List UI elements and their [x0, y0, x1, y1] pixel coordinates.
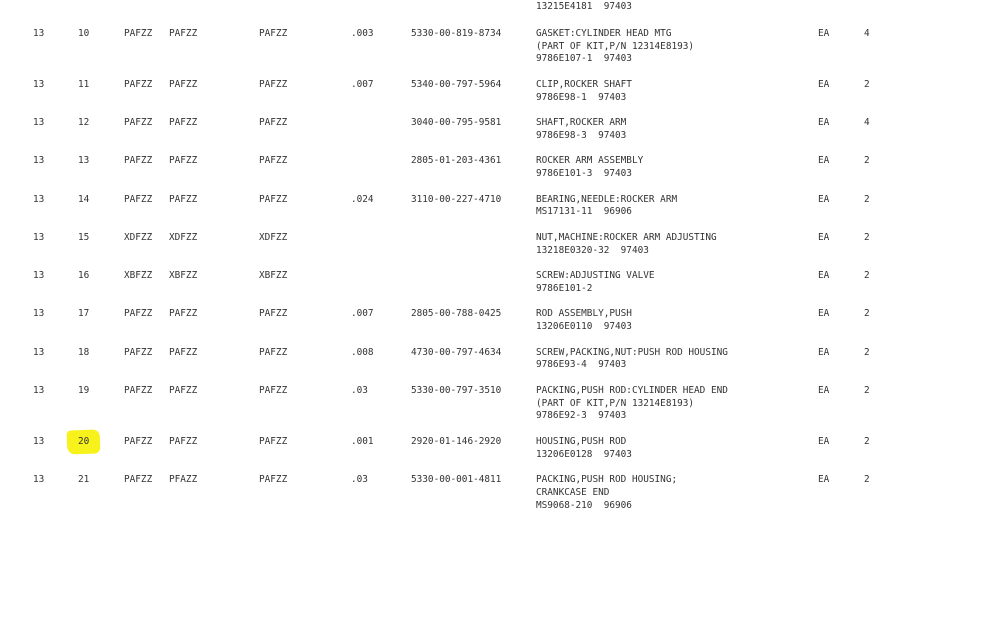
part-description: NUT,MACHINE:ROCKER ARM ADJUSTING [536, 232, 717, 243]
item-number: 12 [78, 117, 90, 128]
smr-code: PAFZZ [169, 385, 198, 396]
weight-value: .03 [351, 474, 368, 485]
quantity: 2 [864, 232, 870, 243]
smr-code: PAFZZ [169, 436, 198, 447]
quantity: 2 [864, 79, 870, 90]
description-continuation [0, 244, 992, 257]
smr-code: PAFZZ [169, 28, 198, 39]
smr-code: PAFZZ [124, 117, 153, 128]
smr-code: PAFZZ [169, 79, 198, 90]
part-number-cage: 13206E0128 97403 [536, 449, 632, 460]
smr-code: PAFZZ [169, 194, 198, 205]
part-number-cage: 9786E92-3 97403 [536, 410, 627, 421]
smr-code: PAFZZ [259, 436, 288, 447]
part-number-cage: MS17131-11 96906 [536, 206, 632, 217]
national-stock-number: 5330-00-797-3510 [411, 385, 502, 396]
part-description-line: (PART OF KIT,P/N 12314E8193) [536, 41, 695, 52]
group-number: 13 [33, 117, 45, 128]
weight-value: .024 [351, 194, 374, 205]
part-description: HOUSING,PUSH ROD [536, 436, 627, 447]
weight-value: .003 [351, 28, 374, 39]
quantity: 2 [864, 194, 870, 205]
description-continuation [0, 409, 992, 422]
smr-code: PAFZZ [169, 117, 198, 128]
group-number: 13 [33, 232, 45, 243]
national-stock-number: 5330-00-819-8734 [411, 28, 502, 39]
part-number-cage: 13206E0110 97403 [536, 321, 632, 332]
description-continuation [0, 91, 992, 104]
weight-value: .007 [351, 79, 374, 90]
national-stock-number: 5340-00-797-5964 [411, 79, 502, 90]
quantity: 4 [864, 28, 870, 39]
unit-of-measure: EA [818, 385, 830, 396]
group-number: 13 [33, 385, 45, 396]
item-number: 10 [78, 28, 90, 39]
quantity: 2 [864, 270, 870, 281]
national-stock-number: 3110-00-227-4710 [411, 194, 502, 205]
item-number: 17 [78, 308, 90, 319]
continued-description: 13215E4181 97403 [536, 1, 632, 12]
group-number: 13 [33, 347, 45, 358]
part-description: BEARING,NEEDLE:ROCKER ARM [536, 194, 678, 205]
part-description: GASKET:CYLINDER HEAD MTG [536, 28, 672, 39]
description-continuation [0, 358, 992, 371]
quantity: 2 [864, 474, 870, 485]
item-number: 21 [78, 474, 90, 485]
group-number: 13 [33, 308, 45, 319]
part-description: SCREW,PACKING,NUT:PUSH ROD HOUSING [536, 347, 728, 358]
smr-code: PAFZZ [259, 117, 288, 128]
part-description: PACKING,PUSH ROD HOUSING; [536, 474, 678, 485]
smr-code: PAFZZ [124, 28, 153, 39]
item-number: 14 [78, 194, 90, 205]
smr-code: PAFZZ [124, 194, 153, 205]
national-stock-number: 3040-00-795-9581 [411, 117, 502, 128]
smr-code: PAFZZ [259, 474, 288, 485]
part-number-cage: 13218E0320-32 97403 [536, 245, 649, 256]
smr-code: XDFZZ [124, 232, 153, 243]
smr-code: XBFZZ [169, 270, 198, 281]
item-number: 11 [78, 79, 90, 90]
table-row [0, 116, 992, 129]
group-number: 13 [33, 28, 45, 39]
smr-code: PAFZZ [124, 347, 153, 358]
group-number: 13 [33, 436, 45, 447]
part-number-cage: 9786E98-1 97403 [536, 92, 627, 103]
part-number-cage: MS9068-210 96906 [536, 500, 632, 511]
national-stock-number: 2805-00-788-0425 [411, 308, 502, 319]
table-row [0, 231, 992, 244]
unit-of-measure: EA [818, 28, 830, 39]
smr-code: PAFZZ [259, 194, 288, 205]
unit-of-measure: EA [818, 270, 830, 281]
table-row-highlighted [0, 435, 992, 448]
part-description-line: CRANKCASE END [536, 487, 610, 498]
smr-code: PAFZZ [124, 79, 153, 90]
part-description: ROCKER ARM ASSEMBLY [536, 155, 644, 166]
table-row [0, 269, 992, 282]
weight-value: .008 [351, 347, 374, 358]
item-number: 13 [78, 155, 90, 166]
table-row [0, 154, 992, 167]
smr-code: PAFZZ [259, 155, 288, 166]
item-number: 15 [78, 232, 90, 243]
part-description: ROD ASSEMBLY,PUSH [536, 308, 632, 319]
unit-of-measure: EA [818, 474, 830, 485]
quantity: 4 [864, 117, 870, 128]
smr-code: PAFZZ [124, 155, 153, 166]
weight-value: .001 [351, 436, 374, 447]
national-stock-number: 2805-01-203-4361 [411, 155, 502, 166]
smr-code: XDFZZ [259, 232, 288, 243]
group-number: 13 [33, 194, 45, 205]
header-continuation-line [0, 0, 992, 13]
smr-code: PAFZZ [259, 79, 288, 90]
item-number: 16 [78, 270, 90, 281]
part-number-cage: 9786E107-1 97403 [536, 53, 632, 64]
weight-value: .03 [351, 385, 368, 396]
smr-code: PAFZZ [124, 474, 153, 485]
part-number-cage: 9786E101-3 97403 [536, 168, 632, 179]
smr-code: PAFZZ [259, 28, 288, 39]
unit-of-measure: EA [818, 347, 830, 358]
quantity: 2 [864, 308, 870, 319]
smr-code: PAFZZ [169, 347, 198, 358]
part-number-cage: 9786E93-4 97403 [536, 359, 627, 370]
description-continuation [0, 448, 992, 461]
part-description: SHAFT,ROCKER ARM [536, 117, 627, 128]
group-number: 13 [33, 79, 45, 90]
national-stock-number: 2920-01-146-2920 [411, 436, 502, 447]
description-continuation [0, 499, 992, 512]
table-row [0, 78, 992, 91]
description-continuation [0, 129, 992, 142]
smr-code: XBFZZ [259, 270, 288, 281]
description-continuation [0, 486, 992, 499]
unit-of-measure: EA [818, 194, 830, 205]
description-continuation [0, 167, 992, 180]
national-stock-number: 5330-00-001-4811 [411, 474, 502, 485]
smr-code: PAFZZ [259, 308, 288, 319]
smr-code: PAFZZ [169, 155, 198, 166]
description-continuation [0, 52, 992, 65]
part-description: CLIP,ROCKER SHAFT [536, 79, 632, 90]
group-number: 13 [33, 155, 45, 166]
part-description: SCREW:ADJUSTING VALVE [536, 270, 655, 281]
national-stock-number: 4730-00-797-4634 [411, 347, 502, 358]
unit-of-measure: EA [818, 232, 830, 243]
group-number: 13 [33, 270, 45, 281]
quantity: 2 [864, 155, 870, 166]
smr-code: PAFZZ [124, 308, 153, 319]
unit-of-measure: EA [818, 155, 830, 166]
quantity: 2 [864, 385, 870, 396]
smr-code: PAFZZ [124, 385, 153, 396]
unit-of-measure: EA [818, 79, 830, 90]
quantity: 2 [864, 347, 870, 358]
smr-code: PFAZZ [169, 474, 198, 485]
table-row [0, 307, 992, 320]
item-number: 18 [78, 347, 90, 358]
table-row [0, 27, 992, 40]
smr-code: PAFZZ [169, 308, 198, 319]
smr-code: XBFZZ [124, 270, 153, 281]
description-continuation [0, 282, 992, 295]
part-description-line: (PART OF KIT,P/N 13214E8193) [536, 398, 695, 409]
smr-code: PAFZZ [259, 347, 288, 358]
table-row [0, 384, 992, 397]
smr-code: PAFZZ [259, 385, 288, 396]
part-description: PACKING,PUSH ROD:CYLINDER HEAD END [536, 385, 728, 396]
table-row [0, 473, 992, 486]
smr-code: PAFZZ [124, 436, 153, 447]
unit-of-measure: EA [818, 117, 830, 128]
item-number-highlighted: 20 [78, 436, 90, 447]
item-number: 19 [78, 385, 90, 396]
group-number: 13 [33, 474, 45, 485]
weight-value: .007 [351, 308, 374, 319]
quantity: 2 [864, 436, 870, 447]
description-continuation [0, 320, 992, 333]
smr-code: XDFZZ [169, 232, 198, 243]
part-number-cage: 9786E101-2 [536, 283, 593, 294]
unit-of-measure: EA [818, 436, 830, 447]
unit-of-measure: EA [818, 308, 830, 319]
part-number-cage: 9786E98-3 97403 [536, 130, 627, 141]
description-continuation [0, 205, 992, 218]
